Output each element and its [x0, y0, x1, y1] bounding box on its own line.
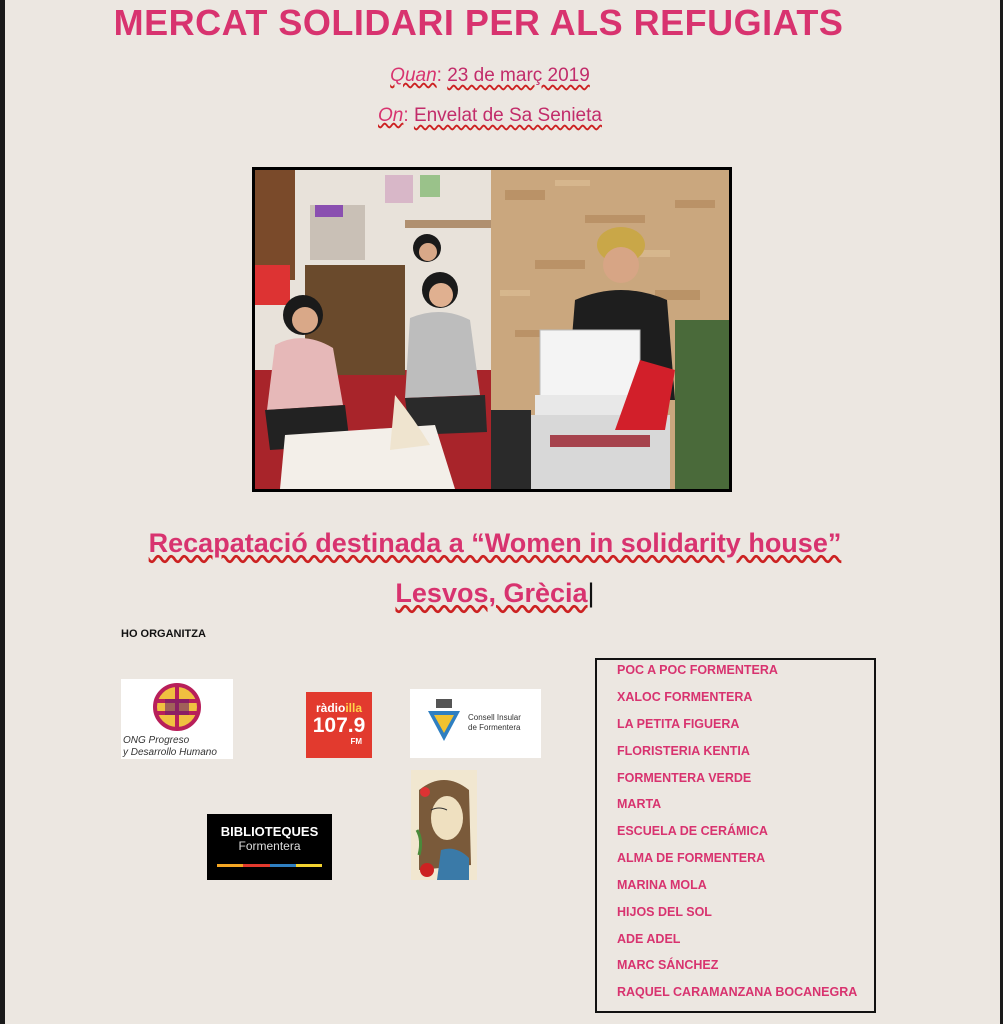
- list-item: POC A POC FORMENTERA: [617, 663, 778, 677]
- list-item: HIJOS DEL SOL: [617, 905, 712, 919]
- refugee-women-photo: [252, 167, 732, 492]
- text-cursor: |: [587, 578, 595, 608]
- list-item: LA PETITA FIGUERA: [617, 717, 740, 731]
- page-left-edge: [0, 0, 5, 1024]
- recap-line-2: [0, 578, 990, 609]
- where-sep: :: [403, 105, 409, 126]
- organizers-heading: HO ORGANITZA: [121, 628, 206, 640]
- consell-line-1: Consell Insular: [468, 713, 521, 722]
- list-item: MARTA: [617, 797, 662, 811]
- radio-name-b: illa: [345, 701, 363, 715]
- radio-illa-logo: [306, 692, 372, 758]
- ong-line-1: ONG Progreso: [123, 735, 190, 746]
- coat-of-arms-icon: [424, 699, 464, 749]
- list-item: ALMA DE FORMENTERA: [617, 851, 766, 865]
- list-item: FORMENTERA VERDE: [617, 771, 752, 785]
- list-item: MARINA MOLA: [617, 878, 707, 892]
- recap-location: Lesvos, Grècia: [395, 578, 588, 608]
- biblio-line-2: Formentera: [238, 839, 301, 853]
- when-value: 23 de març 2019: [447, 65, 590, 86]
- consell-line-2: de Formentera: [468, 723, 521, 732]
- radio-name-a: ràdio: [315, 701, 346, 715]
- list-item: RAQUEL CARAMANZANA BOCANEGRA: [617, 985, 858, 999]
- consell-insular-logo: [410, 689, 541, 758]
- biblioteques-logo: [207, 814, 332, 880]
- radio-unit: FM: [350, 737, 362, 746]
- recap-line-1: Recapatació destinada a “Women in solidarity house”: [148, 528, 842, 558]
- radio-frequency: 107.9: [312, 714, 366, 737]
- where-value: Envelat de Sa Senieta: [413, 105, 602, 126]
- page-title: MERCAT SOLIDARI PER ALS REFUGIATS: [113, 2, 844, 43]
- list-item: XALOC FORMENTERA: [617, 690, 753, 704]
- list-item: MARC SÁNCHEZ: [617, 958, 719, 972]
- woman-artwork-image: [411, 770, 477, 880]
- where-label: On: [378, 105, 404, 126]
- list-item: ADE ADEL: [617, 932, 681, 946]
- when-label: Quan: [390, 65, 437, 86]
- color-stripe: [217, 864, 322, 867]
- when-sep: :: [436, 65, 442, 86]
- list-item: ESCUELA DE CERÁMICA: [617, 824, 768, 838]
- biblio-line-1: BIBLIOTEQUES: [220, 824, 319, 839]
- where-line: [0, 105, 980, 127]
- list-item: FLORISTERIA KENTIA: [617, 744, 750, 758]
- globe-icon: [121, 679, 233, 735]
- when-line: [0, 65, 980, 87]
- sponsors-list: [595, 658, 876, 1013]
- ong-line-2: y Desarrollo Humano: [123, 747, 217, 758]
- ong-progreso-logo: [121, 679, 233, 759]
